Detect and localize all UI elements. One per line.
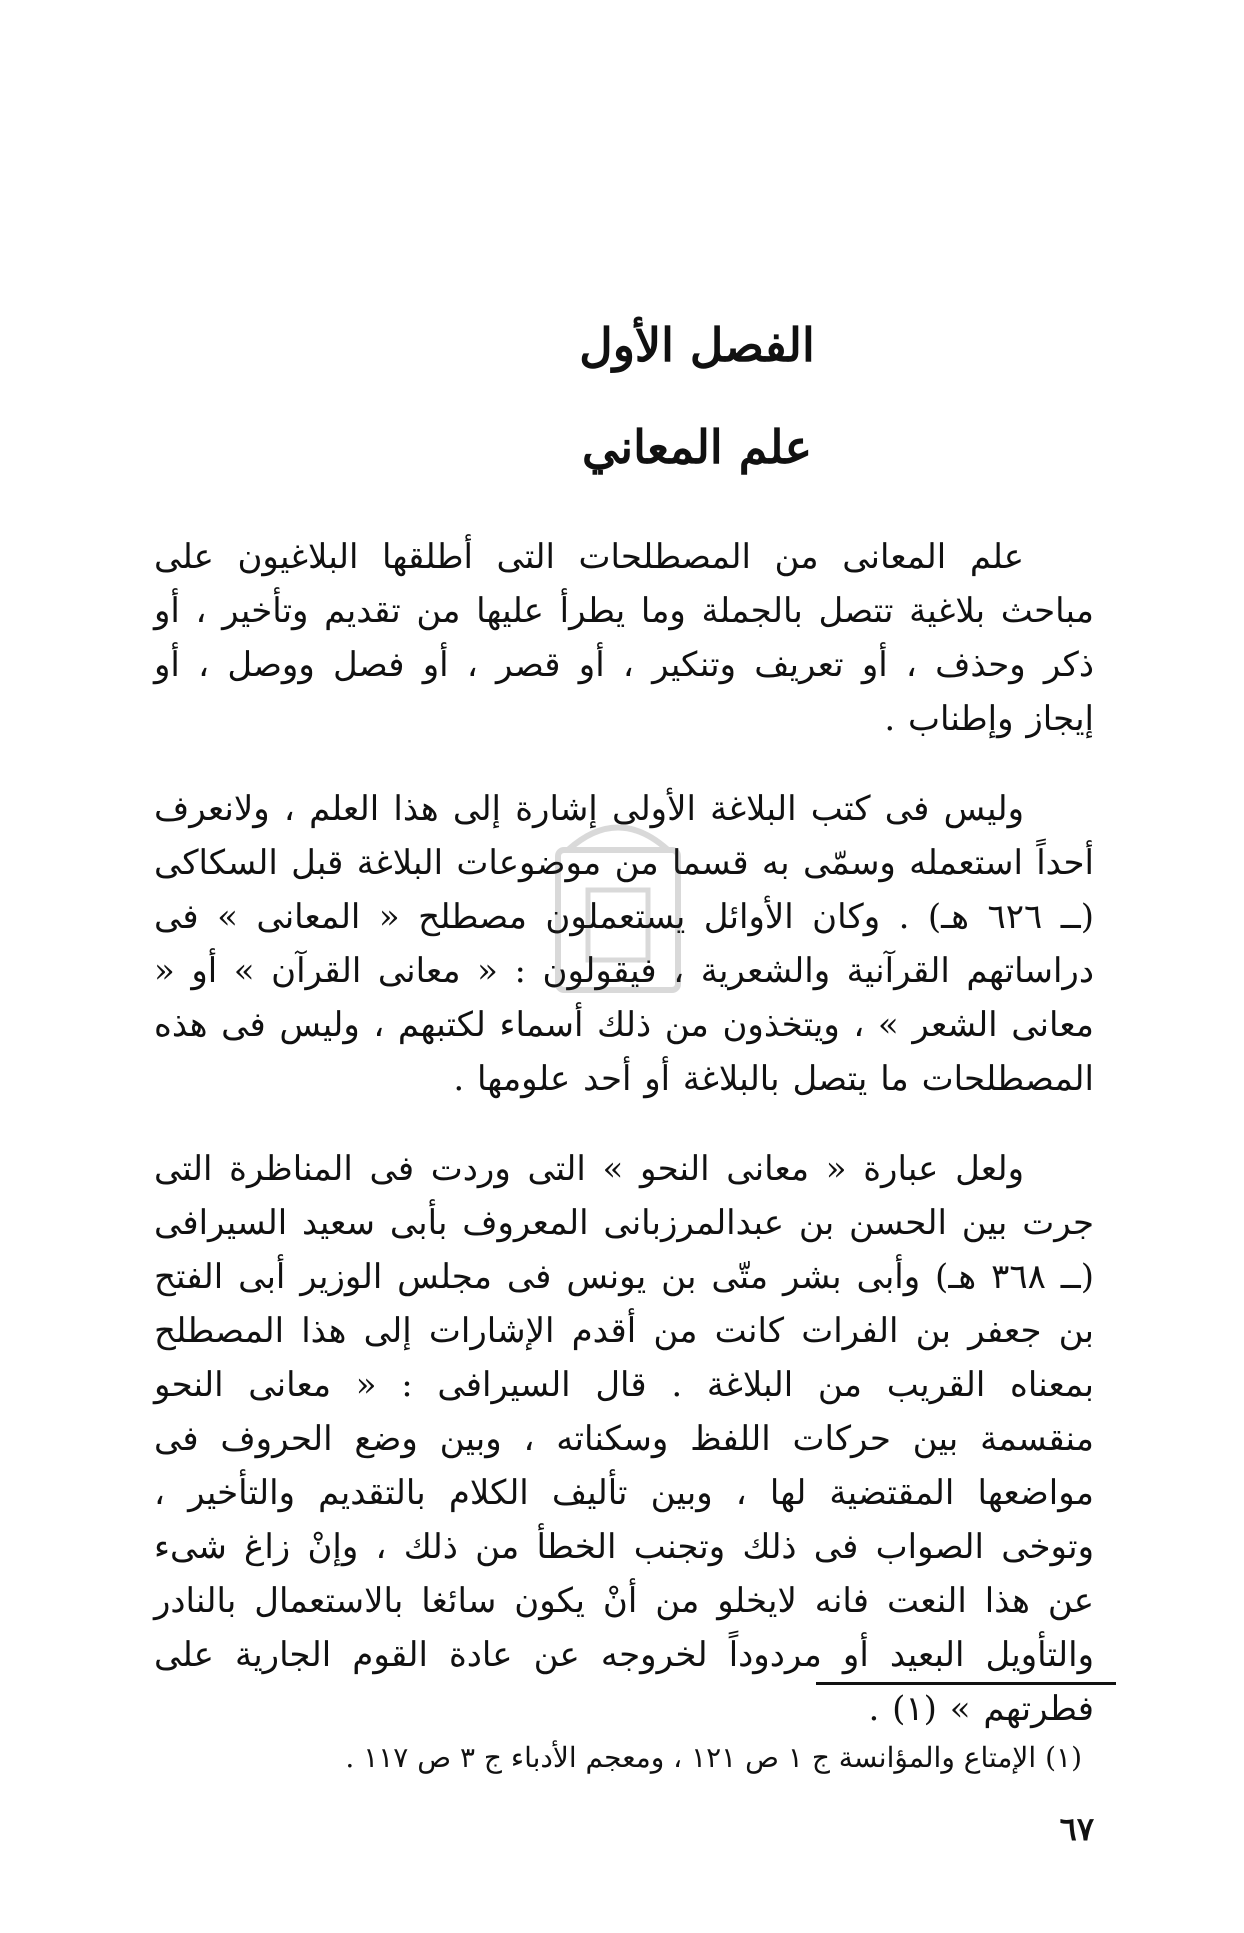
page-number: ٦٧ — [1059, 1810, 1094, 1848]
footnote: (١) الإمتاع والمؤانسة ج ١ ص ١٢١ ، ومعجم الأدباء ج ٣ ص ١١٧ . — [345, 1741, 1082, 1774]
paragraph-2: وليس فى كتب البلاغة الأولى إشارة إلى هذا العلم ، ولانعرف أحداً استعمله وسمّى به قسما من موضوعات البلاغة قبل السكاكى (ــ ٦٢٦ هـ) . وكان الأوائل يستعملون مصطلح « المعانى » فى دراساتهم القرآنية والشعرية ، فيقولون : « معانى القرآن » أو « معانى الشعر » ، ويتخذون من ذلك أسماء لكتبهم ، وليس فى هذه المصطلحات ما يتصل بالبلاغة أو أحد علومها . — [154, 789, 1094, 1099]
chapter-number: الفصل الأول — [579, 318, 815, 372]
chapter-title: علم المعاني — [581, 420, 813, 474]
paragraph-1: علم المعانى من المصطلحات التى أطلقها البلاغيون على مباحث بلاغية تتصل بالجملة وما يطرأ عليها من تقديم وتأخير ، أو ذكر وحذف ، أو تعريف وتنكير ، أو قصر ، أو فصل ووصل ، أو إيجاز وإطناب . — [154, 537, 1094, 739]
body-text — [154, 530, 1094, 1772]
paragraph-3: ولعل عبارة « معانى النحو » التى وردت فى المناظرة التى جرت بين الحسن بن عبدالمرزبانى المعروف بأبى سعيد السيرافى (ــ ٣٦٨ هـ) وأبى بشر متّى بن يونس فى مجلس الوزير أبى الفتح بن جعفر بن الفرات كانت من أقدم الإشارات إلى هذا المصطلح بمعناه القريب من البلاغة . قال السيرافى : « معانى النحو منقسمة بين حركات اللفظ وسكناته ، وبين وضع الحروف فى مواضعها المقتضية لها ، وبين تأليف الكلام بالتقديم والتأخير ، وتوخى الصواب فى ذلك وتجنب الخطأ من ذلك ، وإنْ زاغ شىء عن هذا النعت فانه لايخلو من أنْ يكون سائغا بالاستعمال بالنادر والتأويل البعيد أو مردوداً لخروجه عن عادة القوم الجارية على فطرتهم » (١) . — [154, 1149, 1094, 1729]
library-stamp-watermark-icon — [538, 810, 698, 1010]
footnote-separator — [816, 1682, 1116, 1685]
